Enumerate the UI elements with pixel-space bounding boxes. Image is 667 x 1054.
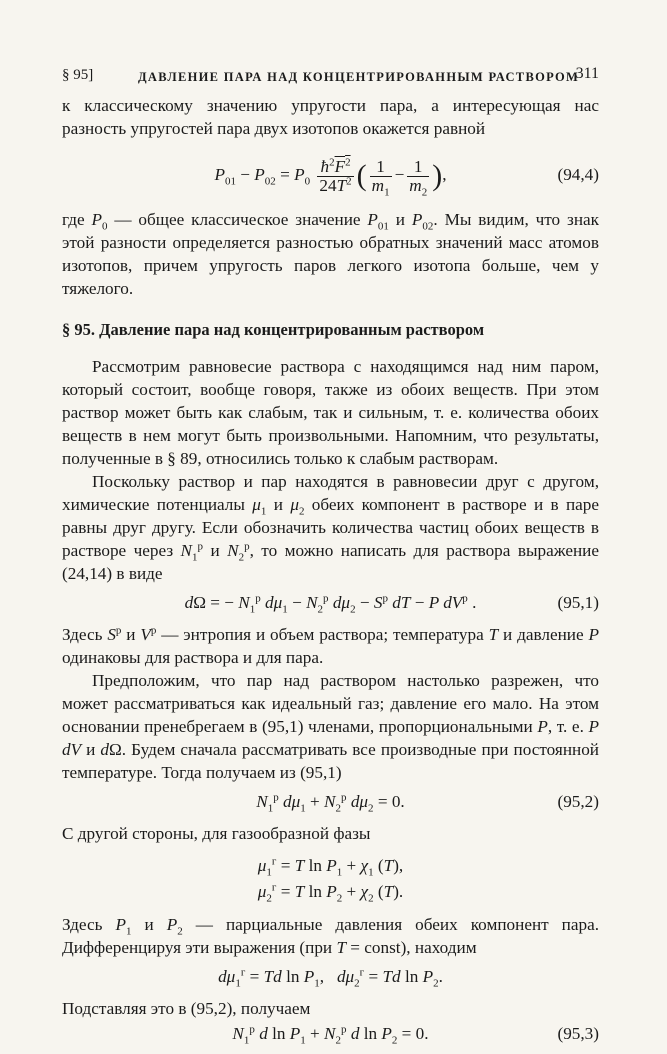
page-number: 311 bbox=[575, 65, 599, 82]
paragraph-entropy: Здесь $S^р$ и $V^р$ — энтропия и объем раствора; температура T и давление P одинаковы для раствора и для пара. bbox=[62, 624, 599, 667]
book-page bbox=[62, 62, 599, 1054]
paragraph-partial-pressures: Здесь $P_1$ и $P_2$ — парциальные давления обеих компонент пара. Дифференцируя эти выражения (при T = const), находим bbox=[62, 915, 600, 957]
equation-number: (95,2) bbox=[557, 792, 599, 811]
equation-mu2-gas: $\mu_2^г = T$ $\ln P_2 + \chi_2$ (T). bbox=[257, 881, 404, 905]
section-heading: § 95. Давление пара над концентрированным раствором bbox=[62, 320, 485, 339]
header-title: ДАВЛЕНИЕ ПАРА НАД КОНЦЕНТРИРОВАННЫМ РАСТВОРОМ bbox=[138, 70, 580, 84]
equation-95-1-body: dΩ = − $N_1^р$ $d\mu_1 - N_2^р$ $d\mu_2 - S^р$ dT − P $dV^р$ . bbox=[184, 592, 477, 616]
paragraph-continuation: к классическому значению упругости пара, а интересующая нас разность упругостей пара двух изотопов окажется равной bbox=[62, 96, 599, 138]
paragraph-substitute: Подставляя это в (95,2), получаем bbox=[62, 999, 311, 1018]
equation-differentials: $d\mu_1^г = Td$ $\ln P_1$, $d\mu_2^г = Td$ $\ln P_2$. bbox=[218, 966, 443, 990]
equation-95-3 bbox=[62, 1020, 599, 1048]
header-section: § 95] bbox=[62, 67, 94, 83]
equation-number: (94,4) bbox=[557, 165, 599, 184]
equation-94-4-body: $P_{01} - P_{02} = P_0$ $\frac{ħ^2F^2}{24T^2}$ ( $\frac{1}{m_1}$ − $\frac{1}{m_2}$ ), bbox=[214, 155, 447, 198]
equation-95-1 bbox=[62, 589, 599, 617]
paragraph-ideal-gas: Предположим, что пар над раствором настолько разрежен, что может рассматриваться как идеальный газ; давление его мало. На этом основании пренебрегаем в (95,1) членами, пропорциональными P, т. е. P dV и dΩ. Будем сначала рассматривать все производные при постоянной температуре. Тогда получаем из (95,1) bbox=[62, 671, 600, 782]
paragraph-gas-phase: С другой стороны, для газообразной фазы bbox=[62, 824, 371, 843]
equation-94-4 bbox=[62, 148, 599, 202]
equation-95-3-body: $N_1^р$ d $\ln P_1 + N_2^р$ d $\ln P_2 = 0$. bbox=[232, 1023, 429, 1047]
paragraph-equilibrium: Поскольку раствор и пар находятся в равновесии друг с другом, химические потенциалы $\mu_1$ и $\mu_2$ обеих компонент в растворе и в паре равны друг другу. Если обозначить количества частиц обоих веществ в растворе через $N_1^р$ и $N_2^р$, то можно написать для раствора выражение (24,14) в виде bbox=[62, 472, 600, 583]
paragraph-isotopes: где $P_0$ — общее классическое значение $P_{01}$ и $P_{02}$. Мы видим, что знак этой разности определяется разностью обратных значений масс атомов изотопов, причем упругость паров легкого изотопа больше, чем у тяжелого. bbox=[62, 210, 600, 298]
running-header bbox=[62, 62, 599, 94]
equation-95-2 bbox=[62, 788, 599, 816]
equation-mu1-gas: $\mu_1^г = T$ $\ln P_1 + \chi_1$ (T), bbox=[257, 855, 404, 879]
equation-95-2-body: $N_1^р$ $d\mu_1 + N_2^р$ $d\mu_2 = 0$. bbox=[256, 791, 405, 815]
equation-number: (95,1) bbox=[557, 593, 599, 612]
equation-number: (95,3) bbox=[557, 1024, 599, 1043]
paragraph-intro: Рассмотрим равновесие раствора с находящимся над ним паром, который состоит, вообще говоря, также из обоих веществ. При этом раствор может быть как слабым, так и сильным, т. е. количества обоих веществ в нем могут быть произвольными. Напомним, что результаты, полученные в § 89, относились только к слабым растворам. bbox=[62, 357, 599, 468]
